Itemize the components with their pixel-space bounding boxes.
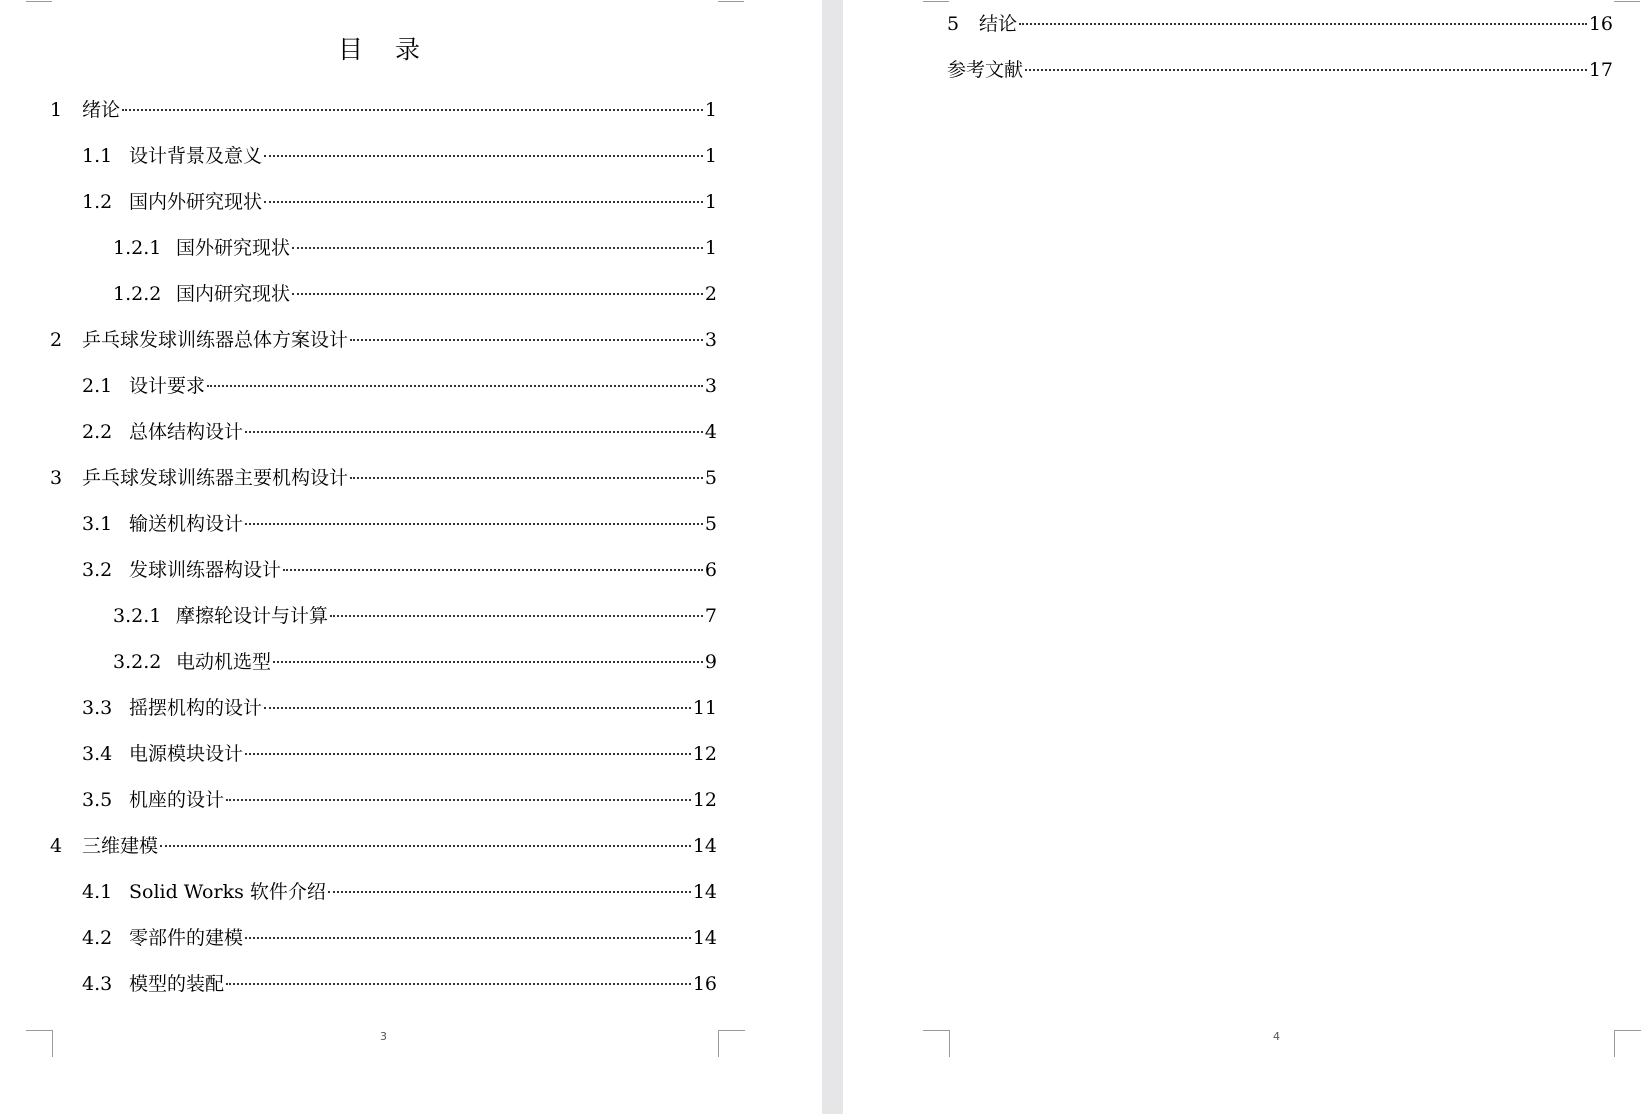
crop-mark-top-left: [26, 0, 52, 2]
toc-entry[interactable]: [82, 968, 717, 1000]
toc-entry-number: 3.3: [82, 697, 113, 719]
toc-leader-dots: [207, 385, 703, 387]
toc-entry-label: 输送机构设计: [129, 513, 244, 535]
toc-entry-label: 结论: [979, 13, 1018, 35]
toc-entry-label: 模型的装配: [129, 973, 225, 995]
toc-leader-dots: [226, 799, 691, 801]
toc-leader-dots: [1019, 23, 1587, 25]
toc-entry-number: 3.2: [82, 559, 113, 581]
toc-entry[interactable]: [50, 830, 717, 862]
toc-entry-label: 总体结构设计: [129, 421, 244, 443]
toc-entry-number: 2.1: [82, 375, 113, 397]
toc-entry[interactable]: [82, 508, 717, 540]
toc-title: 目 录: [338, 35, 432, 64]
toc-entry-label: 摇摆机构的设计: [129, 697, 263, 719]
toc-entry-page: 16: [1588, 13, 1613, 35]
page-number-footer: 3: [380, 1030, 387, 1043]
toc-entry-page: 14: [692, 927, 717, 949]
toc-leader-dots: [122, 109, 703, 111]
toc-entry-label: 零部件的建模: [129, 927, 244, 949]
toc-leader-dots: [1025, 69, 1587, 71]
toc-entry-label: 摩擦轮设计与计算: [176, 605, 329, 627]
toc-entry-page: 5: [704, 513, 717, 535]
toc-entry[interactable]: [113, 646, 717, 678]
toc-entry-page: 1: [704, 99, 717, 121]
toc-entry-number: 1.1: [82, 145, 113, 167]
toc-entry-label: 电源模块设计: [129, 743, 244, 765]
toc-entry-page: 1: [704, 191, 717, 213]
toc-entry-number: 4: [50, 835, 63, 857]
toc-entry-page: 16: [692, 973, 717, 995]
toc-entry-number: 3.2.1: [113, 605, 162, 627]
toc-entry[interactable]: [82, 784, 717, 816]
toc-entry-number: 1.2.1: [113, 237, 162, 259]
toc-entry-number: 5: [947, 13, 960, 35]
crop-mark-top-right: [1614, 0, 1640, 2]
toc-entry-label: 三维建模: [82, 835, 159, 857]
toc-entry-page: 12: [692, 789, 717, 811]
toc-entry-page: 7: [704, 605, 717, 627]
toc-entry[interactable]: [82, 738, 717, 770]
toc-leader-dots: [245, 431, 703, 433]
toc-entry-page: 14: [692, 881, 717, 903]
toc-entry-page: 3: [704, 375, 717, 397]
toc-entry[interactable]: [50, 94, 717, 126]
toc-entry-number: 3.1: [82, 513, 113, 535]
toc-entry-number: 1.2.2: [113, 283, 162, 305]
crop-mark-bottom-left: [26, 1030, 53, 1057]
toc-entry[interactable]: [82, 922, 717, 954]
crop-mark-bottom-right: [718, 1030, 745, 1057]
toc-leader-dots: [264, 707, 691, 709]
toc-entry[interactable]: [50, 462, 717, 494]
toc-entry-page: 11: [692, 697, 717, 719]
toc-entry-label: Solid Works 软件介绍: [129, 881, 326, 903]
toc-entry-number: 1: [50, 99, 63, 121]
toc-entry-label: 电动机选型: [176, 651, 272, 673]
toc-entry-label: 机座的设计: [129, 789, 225, 811]
toc-entry-label: 设计背景及意义: [129, 145, 263, 167]
toc-entry[interactable]: [113, 278, 717, 310]
toc-entry-page: 9: [704, 651, 717, 673]
toc-entry-number: 3.4: [82, 743, 113, 765]
toc-leader-dots: [264, 155, 703, 157]
page-gutter: [822, 0, 843, 1114]
toc-entry-page: 3: [704, 329, 717, 351]
toc-leader-dots: [292, 247, 703, 249]
toc-entry[interactable]: [82, 370, 717, 402]
toc-entry-number: 3: [50, 467, 63, 489]
toc-entry-label: 设计要求: [129, 375, 206, 397]
toc-entry-page: 6: [704, 559, 717, 581]
toc-entry-label: 绪论: [82, 99, 121, 121]
toc-entry-page: 17: [1588, 59, 1613, 81]
toc-entry-number: 4.3: [82, 973, 113, 995]
toc-entry[interactable]: [947, 54, 1613, 86]
toc-leader-dots: [328, 891, 691, 893]
toc-leader-dots: [283, 569, 703, 571]
toc-entry-label: 发球训练器构设计: [129, 559, 282, 581]
toc-leader-dots: [245, 937, 691, 939]
toc-entry-number: 2.2: [82, 421, 113, 443]
toc-entry[interactable]: [947, 8, 1613, 40]
toc-entry-label: 国内外研究现状: [129, 191, 263, 213]
toc-entry-page: 5: [704, 467, 717, 489]
toc-leader-dots: [245, 523, 703, 525]
toc-entry-page: 1: [704, 145, 717, 167]
toc-entry[interactable]: [82, 554, 717, 586]
toc-entry-number: 4.1: [82, 881, 113, 903]
toc-leader-dots: [350, 339, 703, 341]
toc-entry[interactable]: [82, 140, 717, 172]
toc-entry-page: 2: [704, 283, 717, 305]
toc-entry[interactable]: [82, 692, 717, 724]
toc-entry-page: 12: [692, 743, 717, 765]
toc-entry-page: 4: [704, 421, 717, 443]
toc-entry-label: 乒乓球发球训练器主要机构设计: [82, 467, 349, 489]
toc-entry-label: 国外研究现状: [176, 237, 291, 259]
toc-leader-dots: [264, 201, 703, 203]
toc-entry[interactable]: [50, 324, 717, 356]
toc-page-right: [843, 0, 1649, 1114]
toc-entry[interactable]: [113, 232, 717, 264]
toc-page-left: [0, 0, 822, 1114]
toc-leader-dots: [245, 753, 691, 755]
toc-entry-label: 国内研究现状: [176, 283, 291, 305]
toc-leader-dots: [292, 293, 703, 295]
toc-entry-page: 14: [692, 835, 717, 857]
toc-entry-label: 乒乓球发球训练器总体方案设计: [82, 329, 349, 351]
toc-entry[interactable]: [82, 876, 717, 908]
toc-entry[interactable]: [82, 416, 717, 448]
toc-leader-dots: [330, 615, 703, 617]
toc-leader-dots: [226, 983, 691, 985]
toc-entry-label: 参考文献: [947, 59, 1024, 81]
toc-entry[interactable]: [113, 600, 717, 632]
crop-mark-top-left: [923, 0, 949, 2]
toc-leader-dots: [273, 661, 703, 663]
toc-entry-number: 4.2: [82, 927, 113, 949]
toc-leader-dots: [160, 845, 691, 847]
page-number-footer: 4: [1273, 1030, 1280, 1043]
toc-entry[interactable]: [82, 186, 717, 218]
crop-mark-top-right: [718, 0, 744, 2]
toc-entry-number: 3.5: [82, 789, 113, 811]
toc-leader-dots: [350, 477, 703, 479]
crop-mark-bottom-left: [923, 1030, 950, 1057]
crop-mark-bottom-right: [1614, 1030, 1641, 1057]
toc-entry-number: 2: [50, 329, 63, 351]
toc-entry-number: 1.2: [82, 191, 113, 213]
toc-entry-page: 1: [704, 237, 717, 259]
toc-entry-number: 3.2.2: [113, 651, 162, 673]
